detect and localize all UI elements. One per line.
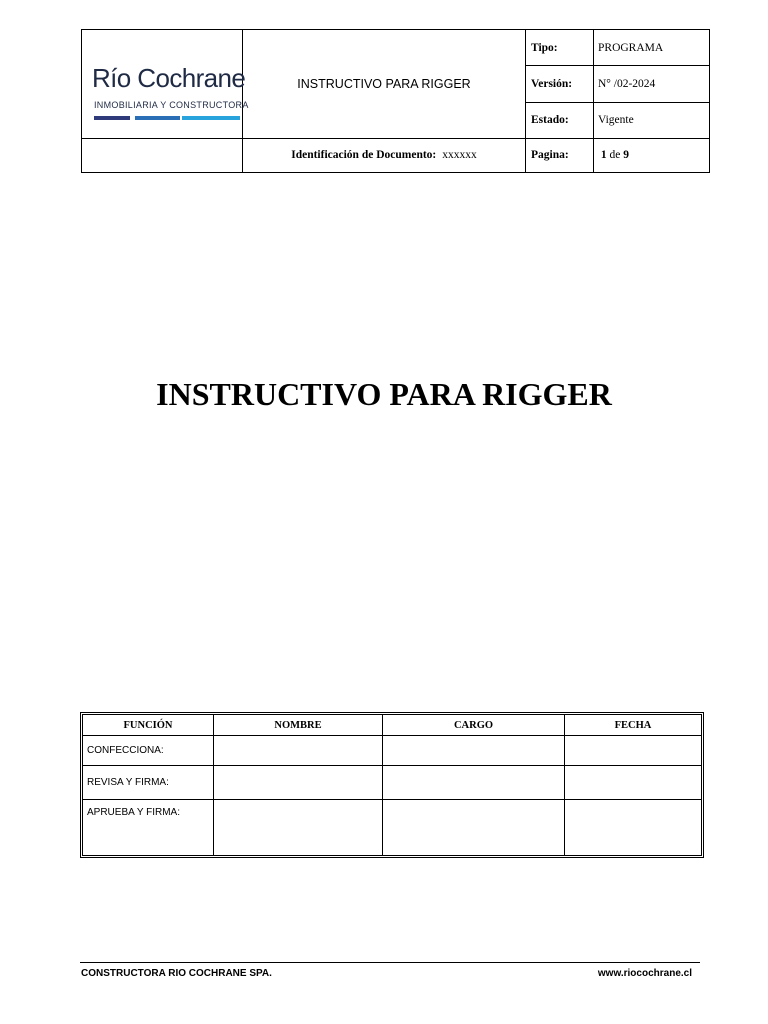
page-label: Pagina: (526, 138, 594, 172)
logo-bottom-cell (82, 138, 243, 172)
funcion-cell: REVISA Y FIRMA: (83, 766, 214, 800)
footer-divider (80, 962, 700, 963)
estado-value: Vigente (594, 102, 710, 138)
col-header-fecha: FECHA (565, 715, 702, 736)
version-label: Versión: (526, 66, 594, 102)
table-row (83, 736, 702, 766)
page-total: 9 (623, 149, 629, 162)
nombre-cell[interactable] (214, 736, 383, 766)
fecha-cell[interactable] (565, 800, 702, 856)
logo-stripe-light (182, 116, 240, 120)
page-number: 1 (600, 149, 607, 162)
version-value: N° /02-2024 (594, 66, 710, 102)
tipo-label: Tipo: (526, 30, 594, 66)
logo-stripe-mid (135, 116, 180, 120)
cargo-cell[interactable] (383, 736, 565, 766)
document-id-value: xxxxxx (442, 149, 477, 162)
nombre-cell[interactable] (214, 800, 383, 856)
logo-name: Río Cochrane (92, 63, 246, 93)
cargo-cell[interactable] (383, 766, 565, 800)
funcion-cell: CONFECCIONA: (83, 736, 214, 766)
page-of: de (609, 149, 621, 162)
table-row (83, 766, 702, 800)
page-title: INSTRUCTIVO PARA RIGGER (156, 376, 612, 412)
fecha-cell[interactable] (565, 766, 702, 800)
header-title: INSTRUCTIVO PARA RIGGER (243, 30, 526, 139)
logo-stripes (94, 116, 240, 120)
document-id-label: Identificación de Documento: (291, 149, 437, 162)
col-header-funcion: FUNCIÓN (83, 715, 214, 736)
nombre-cell[interactable] (214, 766, 383, 800)
footer-company: CONSTRUCTORA RIO COCHRANE SPA. (81, 968, 272, 979)
cargo-cell[interactable] (383, 800, 565, 856)
page-indicator (594, 138, 710, 172)
document-header (81, 29, 710, 173)
signature-table (82, 714, 702, 856)
signature-table-frame (80, 712, 704, 858)
table-header-row (83, 715, 702, 736)
company-logo (82, 30, 249, 139)
table-row (83, 800, 702, 856)
funcion-cell: APRUEBA Y FIRMA: (83, 800, 214, 856)
fecha-cell[interactable] (565, 736, 702, 766)
col-header-nombre: NOMBRE (214, 715, 383, 736)
document-id (243, 138, 526, 172)
col-header-cargo: CARGO (383, 715, 565, 736)
tipo-value: PROGRAMA (594, 30, 710, 66)
estado-label: Estado: (526, 102, 594, 138)
logo-subtitle: INMOBILIARIA Y CONSTRUCTORA (94, 100, 249, 110)
footer-website[interactable]: www.riocochrane.cl (597, 968, 692, 979)
logo-stripe-dark (94, 116, 130, 120)
